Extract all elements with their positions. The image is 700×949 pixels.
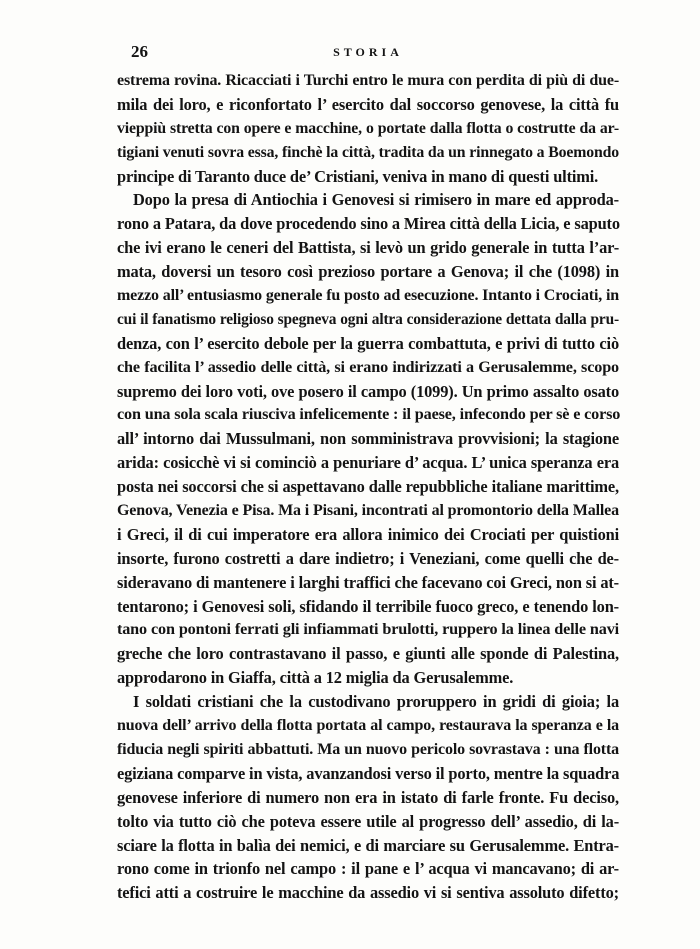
text-line: i Greci, il di cui imperatore era allora inimico dei Crociati per quistioni: [117, 524, 619, 544]
text-line: rono a Patara, da dove procedendo sino a Mirea città della Licia, e saputo: [117, 214, 620, 234]
text-line: mata, doversi un tesoro così prezioso portare a Genova; il che (1098) in: [117, 262, 619, 282]
text-line: all’ intorno dai Mussulmani, non somministrava provvisioni; la stagione: [117, 429, 619, 449]
body-text: [117, 69, 619, 905]
text-line: denza, con l’ esercito debole per la guerra combattuta, e privi di tutto ciò: [117, 333, 619, 353]
running-head: STORIA: [333, 45, 403, 59]
text-line: rono come in trionfo nel campo : il pane e l’ acqua vi mancavano; di ar-: [117, 859, 619, 879]
text-line: estrema rovina. Ricacciati i Turchi entro le mura con perdita di più di due-: [117, 72, 619, 89]
text-line: mezzo all’ entusiasmo generale fu posto ad esecuzione. Intanto i Crociati, in: [117, 287, 620, 305]
text-line: tano con pontoni ferrati gli infiammati brulotti, ruppero la linea delle navi: [117, 620, 619, 639]
text-line: che ivi erano le ceneri del Battista, si levò un grido generale in tutta l’ar-: [117, 238, 619, 258]
text-line: I soldati cristiani che la custodivano proruppero in gridi di gioia; la: [133, 692, 619, 712]
text-line: arida: cosicchè vi si cominciò a penuriare d’ acqua. L’ unica speranza era: [117, 453, 619, 473]
text-line: supremo dei loro voti, ove posero il campo (1099). Un primo assalto osato: [117, 381, 619, 401]
text-line: tigiani venuti sovra essa, finchè la città, tradita da un rinnegato a Boemondo: [117, 143, 619, 161]
text-line: che facilita l’ assedio delle città, si erano indirizzati a Gerusalemme, scopo: [117, 357, 619, 376]
text-line: tolto via tutto ciò che poteva essere utile al progresso dell’ assedio, di la-: [117, 811, 619, 831]
text-line: sideravano di mantenere i larghi traffici che facevano coi Greci, non si at-: [117, 572, 619, 592]
page-number: 26: [131, 42, 148, 61]
text-line: cui il fanatismo religioso spegneva ogni altra considerazione dettata dalla pru-: [117, 310, 619, 328]
text-line: Dopo la presa di Antiochia i Genovesi si rimisero in mare ed approda-: [133, 190, 619, 210]
text-line: Genova, Venezia e Pisa. Ma i Pisani, incontrati al promontorio della Mallea: [117, 502, 619, 520]
text-line: nuova dell’ arrivo della flotta portata al campo, restaurava la speranza e la: [117, 717, 619, 735]
text-line: greche che loro contrastavano il passo, e giunti alle sponde di Palestina,: [117, 644, 619, 664]
text-line: egiziana comparve in vista, avanzandosi verso il porto, mentre la squadra: [117, 763, 620, 783]
text-line: fiducia negli spiriti abbattuti. Ma un nuovo pericolo sovrastava : una flotta: [117, 740, 619, 758]
text-line: mila dei loro, e riconfortato l’ esercito dal soccorso genovese, la città fu: [117, 94, 619, 114]
text-line: con una sola scala riusciva infelicemente : il paese, infecondo per sè e corso: [117, 405, 621, 424]
text-line: sciare la flotta in balìa dei nemici, e di marciare su Gerusalemme. Entra-: [117, 835, 619, 855]
text-line: genovese inferiore di numero non era in istato di farle fronte. Fu deciso,: [117, 787, 619, 807]
text-line: insorte, furono costretti a dare indietro; i Veneziani, come quelli che de-: [117, 548, 619, 568]
page-header: [117, 42, 619, 66]
text-line: principe di Taranto duce de’ Cristiani, veniva in mano di questi ultimi.: [117, 166, 599, 186]
text-line: tefici atti a costruire le macchine da assedio vi si sentiva assoluto difetto;: [117, 883, 619, 903]
text-line: approdarono in Giaffa, città a 12 miglia da Gerusalemme.: [117, 668, 514, 688]
text-line: vieppiù stretta con opere e macchine, o portate dalla flotta o costrutte da ar-: [117, 119, 619, 137]
text-line: posta nei soccorsi che si aspettavano dalle repubbliche italiane marittime,: [117, 477, 619, 497]
text-line: tentarono; i Genovesi soli, sfidando il terribile fuoco greco, e tenendo lon-: [117, 596, 619, 616]
